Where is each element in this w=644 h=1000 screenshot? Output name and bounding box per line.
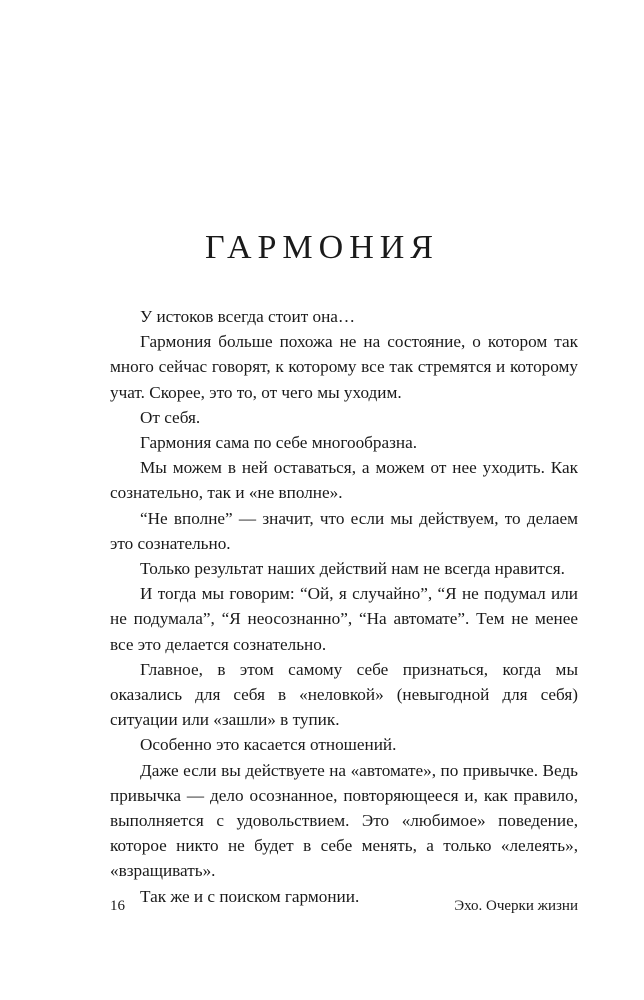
paragraph: Гармония сама по себе многообразна.	[140, 433, 418, 453]
paragraph: “Не вполне” — значит, что если мы действуем, то делаем это сознательно.	[110, 508, 578, 553]
paragraph: Гармония больше похожа не на состояние, о котором так много сейчас говорят, к которому все так стремятся и которому учат. Скорее, это то, от чего мы уходим.	[110, 332, 578, 402]
paragraph: Главное, в этом самому себе признаться, когда мы оказались для себя в «неловкой» (невыгодной для себя) ситуации или «зашли» в тупик.	[110, 659, 578, 730]
paragraph: Даже если вы действуете на «автомате», по привычке. Ведь привычка — дело осознанное, повторяющееся и, как правило, выполняется с удовольствием. Это «любимое» поведение, которое никто не будет в себе менять, а только «лелеять», «взращивать».	[110, 760, 578, 881]
paragraph: Только результат наших действий нам не всегда нравится.	[140, 559, 565, 579]
paragraph: От себя.	[140, 407, 201, 427]
running-title: Эхо. Очерки жизни	[454, 898, 578, 914]
paragraph: У истоков всегда стоит она…	[140, 307, 356, 326]
paragraph: Так же и с поиском гармонии.	[140, 886, 360, 906]
paragraph: И тогда мы говорим: “Ой, я случайно”, “Я не подумал или не подумала”, “Я неосознанно”, “На автомате”. Тем не менее все это делается сознательно.	[110, 584, 578, 654]
paragraph: Мы можем в ней оставаться, а можем от нее уходить. Как сознательно, так и «не вполне».	[110, 458, 578, 503]
page-number: 16	[110, 898, 125, 914]
paragraph: Особенно это касается отношений.	[140, 735, 397, 755]
body-text	[110, 304, 578, 909]
chapter-title: ГАРМОНИЯ	[205, 229, 439, 266]
